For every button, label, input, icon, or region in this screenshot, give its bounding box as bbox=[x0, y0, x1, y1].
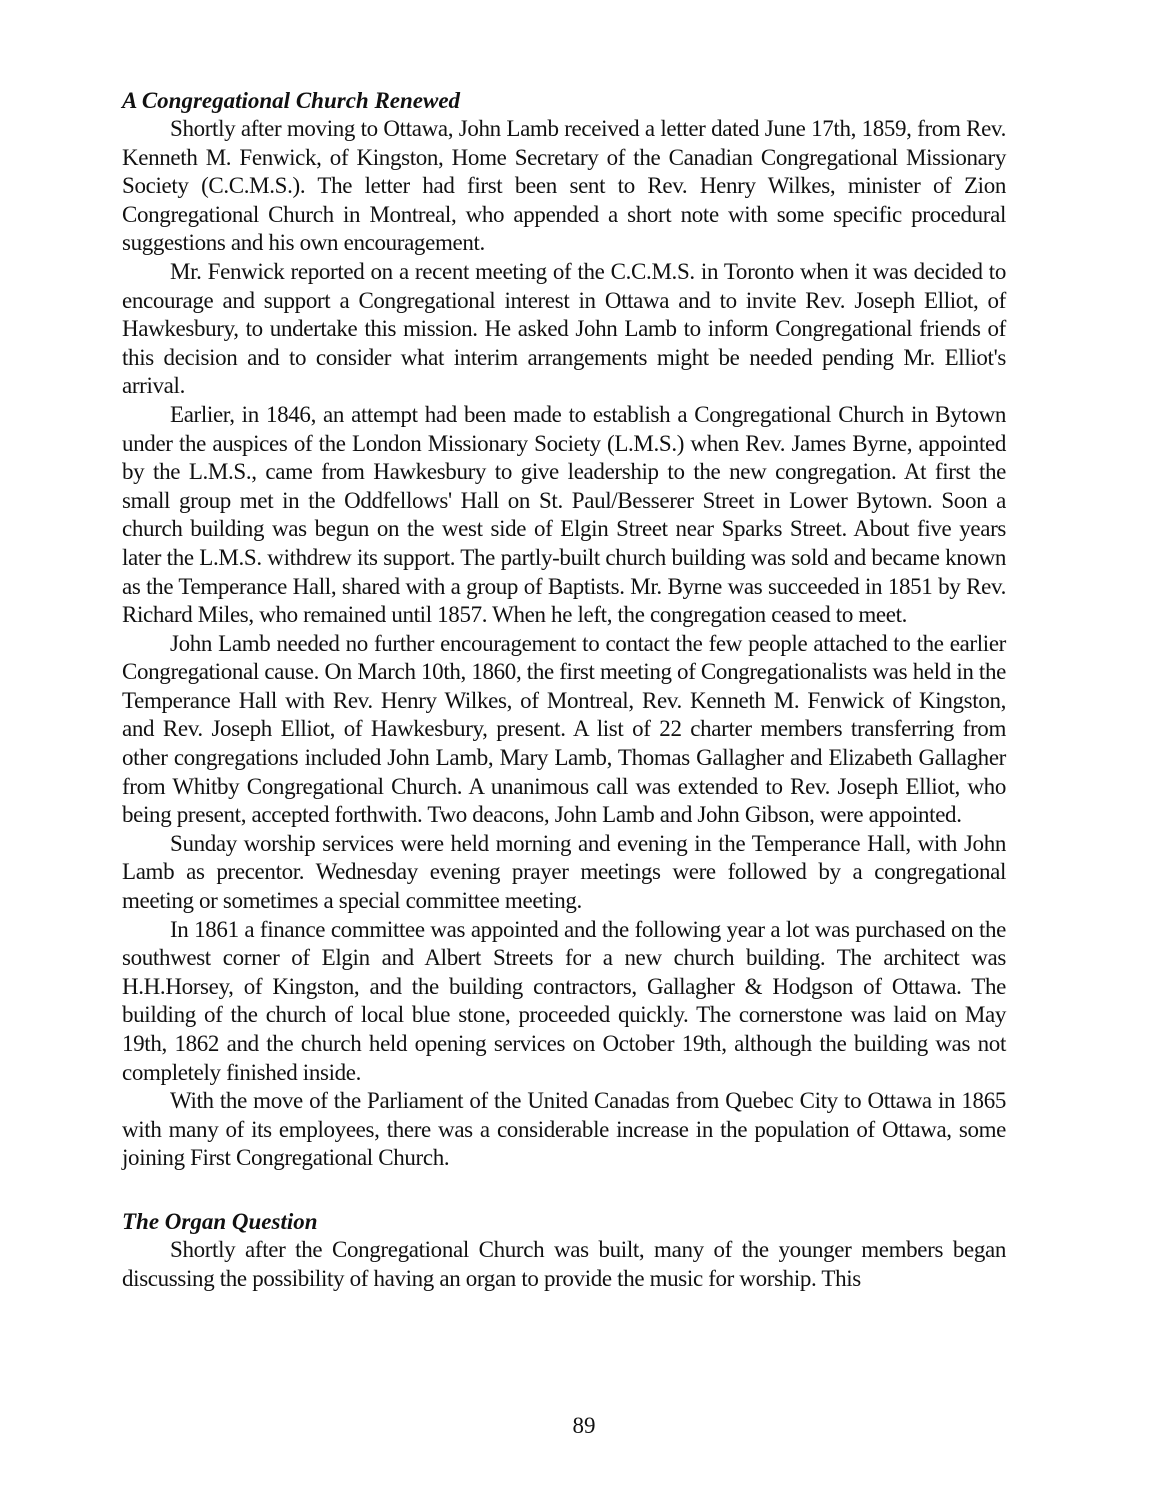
section-heading: A Congregational Church Renewed bbox=[122, 88, 461, 113]
paragraph: With the move of the Parliament of the United Canadas from Quebec City to Ottawa in 1865 with many of its employees, there was a considerable increase in the population of Ottawa, some joining First Congregational Church. bbox=[122, 1088, 1006, 1171]
paragraph: Mr. Fenwick reported on a recent meeting of the C.C.M.S. in Toronto when it was decided to encourage and support a Congregational interest in Ottawa and to invite Rev. Joseph Elliot, of Hawkesbury, to undertake this mission. He asked John Lamb to inform Congregational friends of this decision and to consider what interim arrangements might be needed pending Mr. Elliot's arrival. bbox=[122, 258, 1006, 399]
paragraph: In 1861 a finance committee was appointed and the following year a lot was purchased on the southwest corner of Elgin and Albert Streets for a new church building. The architect was H.H.Horsey, of Kingston, and the building contractors, Gallagher & Hodgson of Ottawa. The building of the church of local blue stone, proceeded quickly. The cornerstone was laid on May 19th, 1862 and the church held opening services on October 19th, although the building was not completely finished inside. bbox=[122, 916, 1006, 1085]
paragraph: Shortly after moving to Ottawa, John Lamb received a letter dated June 17th, 1859, from Rev. Kenneth M. Fenwick, of Kingston, Home Secretary of the Canadian Congregational Missionary Society (C.C.M.S.). The letter had first been sent to Rev. Henry Wilkes, minister of Zion Congregational Church in Montreal, who appended a short note with some specific procedural suggestions and his own encouragement. bbox=[122, 116, 1006, 256]
document-page bbox=[122, 86, 1006, 1293]
paragraph: Shortly after the Congregational Church was built, many of the younger members began discussing the possibility of having an organ to provide the music for worship. This bbox=[122, 1236, 1006, 1291]
section-congregational-church-renewed bbox=[122, 86, 1006, 1173]
page-number: 89 bbox=[572, 1413, 596, 1438]
paragraph: John Lamb needed no further encouragement to contact the few people attached to the earlier Congregational cause. On March 10th, 1860, the first meeting of Congregationalists was held in the Temperance Hall with Rev. Henry Wilkes, of Montreal, Rev. Kenneth M. Fenwick of Kingston, and Rev. Joseph Elliot, of Hawkesbury, present. A list of 22 charter members transferring from other congregations included John Lamb, Mary Lamb, Thomas Gallagher and Elizabeth Gallagher from Whitby Congregational Church. A unanimous call was extended to Rev. Joseph Elliot, who being present, accepted forthwith. Two deacons, John Lamb and John Gibson, were appointed. bbox=[122, 630, 1006, 828]
section-spacer bbox=[122, 1173, 1006, 1207]
paragraph: Earlier, in 1846, an attempt had been made to establish a Congregational Church in Bytown under the auspices of the London Missionary Society (L.M.S.) when Rev. James Byrne, appointed by the L.M.S., came from Hawkesbury to give leadership to the new congregation. At first the small group met in the Oddfellows' Hall on St. Paul/Besserer Street in Lower Bytown. Soon a church building was begun on the west side of Elgin Street near Sparks Street. About five years later the L.M.S. withdrew its support. The partly-built church building was sold and became known as the Temperance Hall, shared with a group of Baptists. Mr. Byrne was succeeded in 1851 by Rev. Richard Miles, who remained until 1857. When he left, the congregation ceased to meet. bbox=[122, 401, 1006, 628]
section-heading: The Organ Question bbox=[122, 1208, 318, 1234]
section-organ-question bbox=[122, 1207, 1006, 1293]
paragraph: Sunday worship services were held morning and evening in the Temperance Hall, with John Lamb as precentor. Wednesday evening prayer meetings were followed by a congregational meeting or sometimes a special committee meeting. bbox=[122, 830, 1006, 914]
